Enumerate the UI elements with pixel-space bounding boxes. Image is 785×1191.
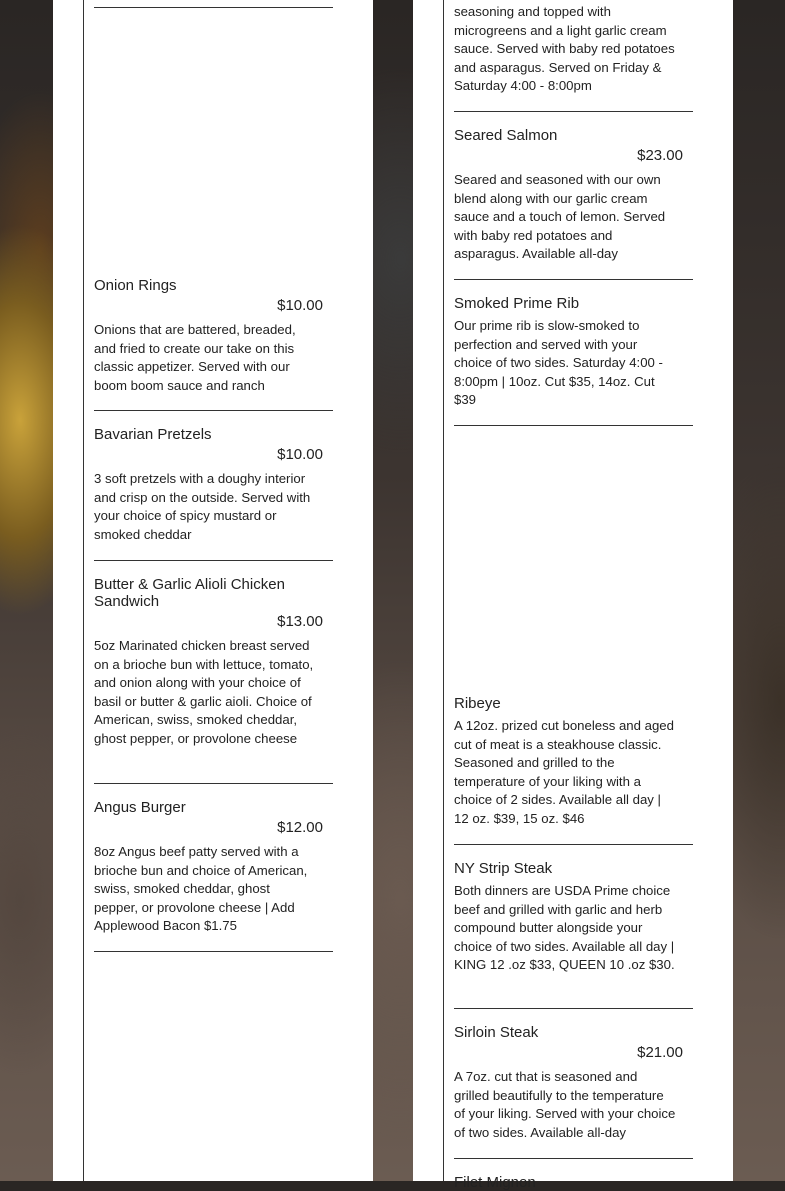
menu-item-angus-burger[interactable] xyxy=(94,799,333,936)
item-name: Seared Salmon xyxy=(454,127,558,144)
divider xyxy=(454,111,693,112)
item-description: 8oz Angus beef patty served with a brioche bun and choice of American, swiss, smoked cheddar, ghost pepper, or provolone cheese | Add Applewood Bacon $1.75 xyxy=(94,844,308,934)
menu-item-bavarian-pretzels[interactable] xyxy=(94,426,333,544)
item-name: Sirloin Steak xyxy=(454,1024,539,1041)
menu-item-onion-rings[interactable] xyxy=(94,277,333,395)
menu-item-filet-mignon[interactable] xyxy=(454,1174,693,1191)
item-name: Filet Mignon xyxy=(454,1174,536,1191)
item-price: $21.00 xyxy=(637,1044,683,1061)
item-name: Bavarian Pretzels xyxy=(94,426,212,443)
item-price: $10.00 xyxy=(277,446,323,463)
item-description: seasoning and topped with microgreens and a light garlic cream sauce. Served with baby red potatoes and asparagus. Served on Friday & Saturday 4:00 - 8:00pm xyxy=(454,4,675,94)
divider xyxy=(94,783,333,784)
menu-item-sirloin-steak[interactable] xyxy=(454,1024,693,1142)
item-name: Angus Burger xyxy=(94,799,186,816)
item-description: A 7oz. cut that is seasoned and grilled beautifully to the temperature of your liking. Served with your choice of two sides. Available all-day xyxy=(454,1069,676,1140)
menu-item-ribeye[interactable] xyxy=(454,695,693,829)
item-description: 5oz Marinated chicken breast served on a brioche bun with lettuce, tomato, and onion along with your choice of basil or butter & garlic aioli. Choice of American, swiss, smoked cheddar, ghost pepper, or provolone cheese xyxy=(94,638,314,746)
item-name: Smoked Prime Rib xyxy=(454,295,580,312)
item-price: $13.00 xyxy=(277,613,323,630)
divider xyxy=(454,1158,693,1159)
divider xyxy=(94,951,333,952)
item-price: $23.00 xyxy=(637,147,683,164)
item-description: Both dinners are USDA Prime choice beef and grilled with garlic and herb compound butter alongside your choice of two sides. Available all day | KING 12 .oz $33, QUEEN 10 .oz $30. xyxy=(454,883,675,973)
item-name: Ribeye xyxy=(454,695,501,712)
item-name: Butter & Garlic Alioli Chicken Sandwich xyxy=(94,576,285,610)
divider xyxy=(94,560,333,561)
item-name: NY Strip Steak xyxy=(454,860,553,877)
right-panel-border xyxy=(443,0,444,1181)
item-description: Our prime rib is slow-smoked to perfection and served with your choice of two sides. Saturday 4:00 - 8:00pm | 10oz. Cut $35, 14oz. Cut $39 xyxy=(454,318,663,408)
menu-item-smoked-prime-rib[interactable] xyxy=(454,295,693,410)
item-description: Onions that are battered, breaded, and fried to create our take on this classic appetizer. Served with our boom boom sauce and ranch xyxy=(94,322,296,393)
divider xyxy=(454,1008,693,1009)
item-price: $12.00 xyxy=(277,819,323,836)
item-price: $10.00 xyxy=(277,297,323,314)
item-description: Seared and seasoned with our own blend along with our garlic cream sauce and a touch of lemon. Served with baby red potatoes and asparagus. Available all-day xyxy=(454,172,666,262)
menu-item-chicken-sandwich[interactable] xyxy=(94,576,333,749)
item-description: A 12oz. prized cut boneless and aged cut of meat is a steakhouse classic. Seasoned and grilled to the temperature of your liking with a choice of 2 sides. Available all day | 12 oz. $39, 15 oz. $46 xyxy=(454,718,674,826)
divider xyxy=(454,279,693,280)
divider xyxy=(94,410,333,411)
menu-item-ny-strip-steak[interactable] xyxy=(454,860,693,975)
divider xyxy=(454,425,693,426)
left-panel-border xyxy=(83,0,84,1181)
menu-item-seared-salmon[interactable] xyxy=(454,127,693,264)
divider xyxy=(454,844,693,845)
menu-item-partial[interactable] xyxy=(454,3,693,96)
item-description: 3 soft pretzels with a doughy interior and crisp on the outside. Served with your choice of spicy mustard or smoked cheddar xyxy=(94,471,311,542)
divider xyxy=(94,7,333,8)
item-name: Onion Rings xyxy=(94,277,177,294)
